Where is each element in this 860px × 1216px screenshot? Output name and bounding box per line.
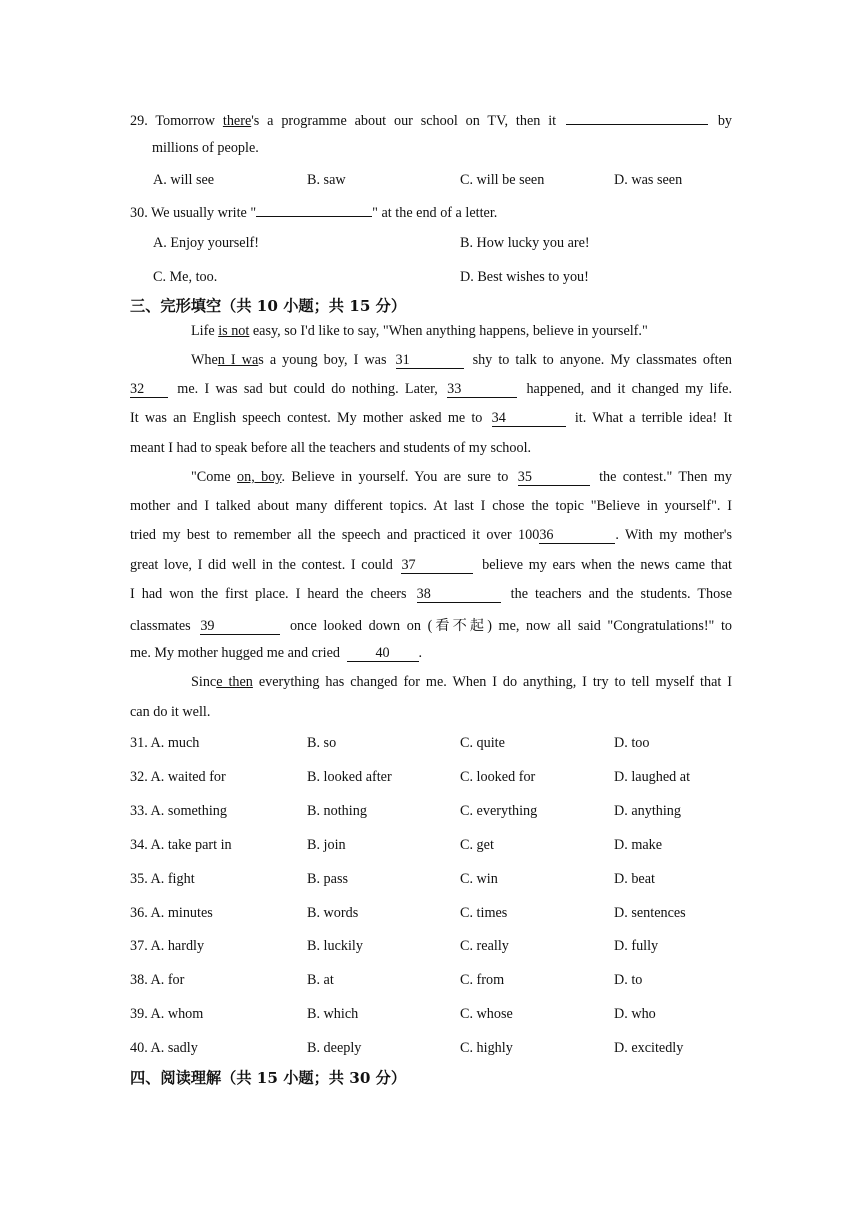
passage-line-10: I had won the first place. I heard the cheers 38 the teachers and the students. Those	[130, 586, 733, 602]
passage-line-7: mother and I talked about many different topics. At last I chose the topic "Believe in yourself". I	[130, 498, 732, 514]
q30-option-b[interactable]: B. How lucky you are!	[460, 235, 590, 251]
q29-option-a[interactable]: A. will see	[153, 172, 215, 188]
q29-option-c[interactable]: C. will be seen	[460, 172, 545, 188]
passage-line-13: Since then everything has changed for me. When I do anything, I try to tell myself that I	[191, 674, 732, 690]
choice-35-option-c[interactable]: C. win	[460, 870, 498, 887]
choice-34-option-b[interactable]: B. join	[307, 836, 346, 853]
choice-40-option-c[interactable]: C. highly	[460, 1040, 513, 1057]
choice-35-option-b[interactable]: B. pass	[307, 870, 348, 887]
choice-35-option-d[interactable]: D. beat	[614, 870, 655, 887]
choice-31-option-c[interactable]: C. quite	[460, 735, 505, 751]
blank-31[interactable]: 31	[396, 353, 464, 369]
passage-line-11: classmates 39 once looked down on (看不起) me, now all said "Congratulations!" to	[130, 618, 733, 634]
choice-37-option-c[interactable]: C. really	[460, 938, 509, 955]
q29-stem-d: millions of people.	[152, 140, 259, 156]
choice-34-option-c[interactable]: C. get	[460, 836, 494, 853]
choice-31-option-a[interactable]: 31. A. much	[130, 735, 200, 751]
blank-35[interactable]: 35	[518, 470, 590, 486]
choice-33-option-a[interactable]: 33. A. something	[130, 802, 227, 819]
choice-40-option-b[interactable]: B. deeply	[307, 1040, 362, 1057]
choice-36-option-d[interactable]: D. sentences	[614, 904, 686, 921]
choice-35-option-a[interactable]: 35. A. fight	[130, 870, 195, 887]
blank-38[interactable]: 38	[417, 587, 501, 603]
choice-37-option-b[interactable]: B. luckily	[307, 938, 363, 955]
choice-37-option-d[interactable]: D. fully	[614, 938, 659, 955]
choice-36-option-c[interactable]: C. times	[460, 904, 508, 921]
choice-39-option-c[interactable]: C. whose	[460, 1006, 513, 1023]
q29-stem-c: by	[717, 113, 732, 129]
choice-34-option-d[interactable]: D. make	[614, 836, 663, 853]
section4-heading: 四、阅读理解（共 15 小题；共 30 分）	[130, 1069, 407, 1087]
choice-34-option-a[interactable]: 34. A. take part in	[130, 836, 232, 853]
choice-36-option-b[interactable]: B. words	[307, 904, 359, 921]
choice-32-option-a[interactable]: 32. A. waited for	[130, 768, 226, 785]
choice-32-option-b[interactable]: B. looked after	[307, 768, 392, 785]
blank-37[interactable]: 37	[401, 558, 473, 574]
choice-40-option-a[interactable]: 40. A. sadly	[130, 1040, 198, 1057]
choice-38-option-b[interactable]: B. at	[307, 972, 334, 989]
q30-stem-a: 30. We usually write "	[130, 205, 257, 221]
q29-option-d[interactable]: D. was seen	[614, 172, 683, 188]
choice-39-option-d[interactable]: D. who	[614, 1006, 656, 1023]
q29-stem-a: 29. Tomorrow	[130, 113, 223, 129]
choice-38-option-d[interactable]: D. to	[614, 972, 643, 989]
passage-line-12: me. My mother hugged me and cried 40 .	[130, 645, 423, 661]
choice-36-option-a[interactable]: 36. A. minutes	[130, 904, 213, 921]
passage-line-2: When I was a young boy, I was 31 shy to talk to anyone. My classmates often	[191, 352, 732, 368]
q30-answer-blank[interactable]	[256, 203, 372, 217]
passage-line-6: "Come on, boy. Believe in yourself. You are sure to 35 the contest." Then my	[191, 469, 733, 485]
choice-39-option-b[interactable]: B. which	[307, 1006, 359, 1023]
blank-40[interactable]: 40	[347, 646, 419, 662]
q30-option-d[interactable]: D. Best wishes to you!	[460, 269, 589, 285]
choice-32-option-d[interactable]: D. laughed at	[614, 768, 691, 785]
passage-line-4: It was an English speech contest. My mother asked me to 34 it. What a terrible idea! It	[130, 410, 733, 426]
choice-40-option-d[interactable]: D. excitedly	[614, 1040, 684, 1057]
passage-line-5: meant I had to speak before all the teachers and students of my school.	[130, 440, 532, 456]
q29-answer-blank[interactable]	[566, 111, 708, 125]
section3-heading: 三、完形填空（共 10 小题；共 15 分）	[130, 297, 407, 315]
q29-stem-b: 's a programme about our school on TV, then it	[251, 113, 557, 129]
passage-line-14: can do it well.	[130, 704, 211, 720]
q30-stem-b: " at the end of a letter.	[372, 205, 498, 221]
choice-32-option-c[interactable]: C. looked for	[460, 768, 536, 785]
blank-33[interactable]: 33	[447, 382, 517, 398]
q30-stem	[130, 203, 732, 222]
passage-line-1: Life is not easy, so I'd like to say, "When anything happens, believe in yourself."	[191, 323, 648, 339]
blank-36[interactable]: 36	[539, 528, 615, 544]
q29-stem-there: there	[222, 113, 252, 129]
choice-33-option-b[interactable]: B. nothing	[307, 802, 367, 819]
q30-option-c[interactable]: C. Me, too.	[153, 269, 218, 285]
choice-33-option-d[interactable]: D. anything	[614, 802, 681, 819]
passage-line-9: great love, I did well in the contest. I could 37 believe my ears when the news came that	[130, 557, 733, 573]
q29-stem-line1	[130, 111, 732, 130]
choice-33-option-c[interactable]: C. everything	[460, 802, 538, 819]
choice-39-option-a[interactable]: 39. A. whom	[130, 1006, 204, 1023]
passage-line-8: tried my best to remember all the speech and practiced it over 10036 . With my mother's	[130, 527, 733, 543]
choice-38-option-c[interactable]: C. from	[460, 972, 505, 989]
choice-31-option-d[interactable]: D. too	[614, 735, 650, 751]
passage-line-3: 32 me. I was sad but could do nothing. Later, 33 happened, and it changed my life.	[130, 381, 733, 397]
choice-37-option-a[interactable]: 37. A. hardly	[130, 938, 205, 955]
blank-34[interactable]: 34	[492, 411, 566, 427]
q29-option-b[interactable]: B. saw	[307, 172, 346, 188]
blank-32[interactable]: 32	[130, 382, 168, 398]
choice-31-option-b[interactable]: B. so	[307, 735, 337, 751]
blank-39[interactable]: 39	[200, 619, 280, 635]
q30-option-a[interactable]: A. Enjoy yourself!	[153, 235, 259, 251]
choice-38-option-a[interactable]: 38. A. for	[130, 972, 185, 989]
